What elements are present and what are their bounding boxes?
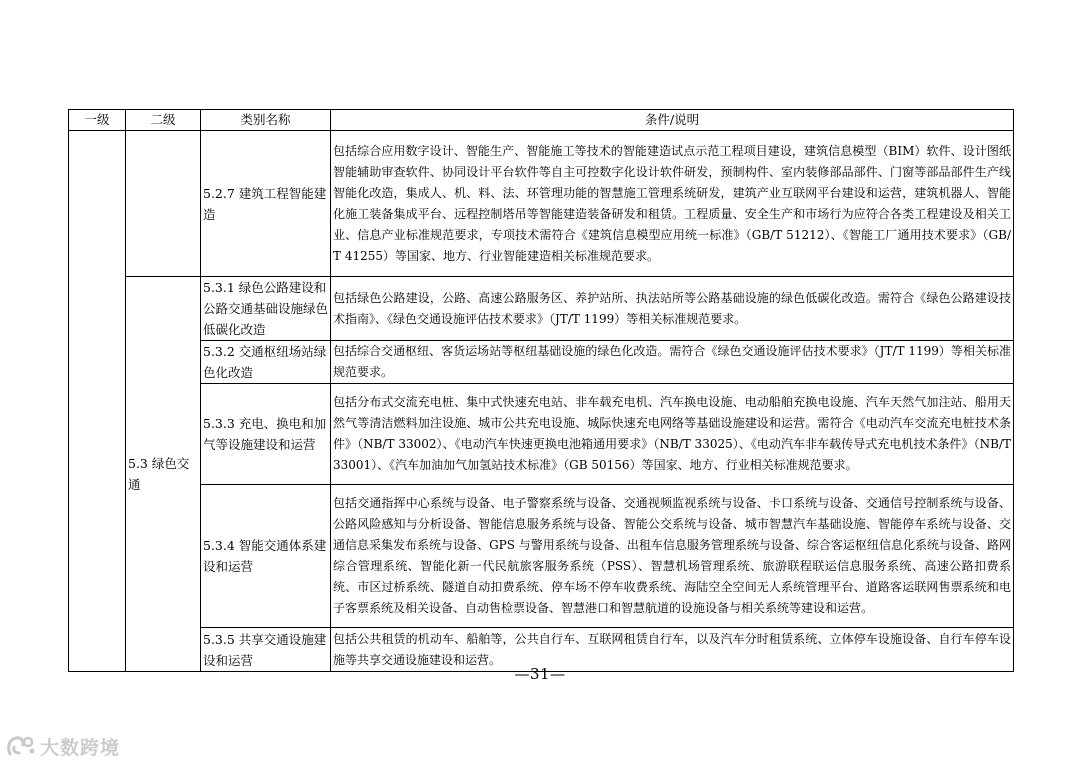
category-name-cell: 5.3.4 智能交通体系建设和运营 (201, 485, 331, 628)
category-table (68, 109, 1014, 672)
category-name-cell: 5.3.5 共享交通设施建设和运营 (201, 628, 331, 672)
header-category-name: 类别名称 (201, 110, 331, 131)
description-cell: 包括绿色公路建设，公路、高速公路服务区、养护站所、执法站所等公路基础设施的绿色低碳化改造。需符合《绿色公路建设技术指南》、《绿色交通设施评估技术要求》（JT/T 1199）等相关标准规范要求。 (331, 277, 1014, 341)
level2-cell-empty (126, 131, 201, 277)
header-level1: 一级 (69, 110, 126, 131)
category-name-cell: 5.3.3 充电、换电和加气等设施建设和运营 (201, 384, 331, 485)
table-row (69, 277, 1014, 341)
level1-cell (69, 131, 126, 672)
category-name-cell: 5.3.1 绿色公路建设和公路交通基础设施绿色低碳化改造 (201, 277, 331, 341)
description-cell: 包括综合交通枢纽、客货运场站等枢纽基础设施的绿色化改造。需符合《绿色交通设施评估技术要求》（JT/T 1199）等相关标准规范要求。 (331, 341, 1014, 384)
level2-cell-green-transport: 5.3 绿色交通 (126, 277, 201, 672)
watermark (6, 731, 120, 761)
header-level2: 二级 (126, 110, 201, 131)
page-number: —31— (514, 665, 566, 683)
brand-logo-icon (6, 734, 36, 758)
description-cell: 包括交通指挥中心系统与设备、电子警察系统与设备、交通视频监视系统与设备、卡口系统与设备、交通信号控制系统与设备、公路风险感知与分析设备、智能信息服务系统与设备、智能公交系统与设备、城市智慧汽车基础设施、智能停车系统与设备、交通信息采集发布系统与设备、GPS 与警用系统与设备、出租车信息服务管理系统与设备、综合客运枢纽信息化系统与设备、路网综合管理系统、智能化新一代民航旅客服务系统（PSS）、智慧机场管理系统、旅游联程联运信息服务系统、高速公路扣费系统、市区过桥系统、隧道自动扣费系统、停车场不停车收费系统、海陆空全空间无人系统管理平台、道路客运联网售票系统和电子客票系统及相关设备、自动售检票设备、智慧港口和智慧航道的设施设备与相关系统等建设和运营。 (331, 485, 1014, 628)
header-conditions: 条件/说明 (331, 110, 1014, 131)
description-cell: 包括分布式交流充电桩、集中式快速充电站、非车载充电机、汽车换电设施、电动船舶充换电设施、汽车天然气加注站、船用天然气等清洁燃料加注设施、城市公共充电设施、城际快速充电网络等基础设施建设和运营。需符合《电动汽车交流充电桩技术条件》（NB/T 33002）、《电动汽车快速更换电池箱通用要求》（NB/T 33025）、《电动汽车非车载传导式充电机技术条件》（NB/T 33001）、《汽车加油加气加氢站技术标准》（GB 50156）等国家、地方、行业相关标准规范要求。 (331, 384, 1014, 485)
description-cell: 包括公共租赁的机动车、船舶等，公共自行车、互联网租赁自行车，以及汽车分时租赁系统、立体停车设施设备、自行车停车设施等共享交通设施建设和运营。 (331, 628, 1014, 672)
description-cell: 包括综合应用数字设计、智能生产、智能施工等技术的智能建造试点示范工程项目建设，建筑信息模型（BIM）软件、设计图纸智能辅助审查软件、协同设计平台软件等自主可控数字化设计软件研发，预制构件、室内装修部品部件、门窗等部品部件生产线智能化改造，集成人、机、料、法、环管理功能的智慧施工管理系统研发，建筑产业互联网平台建设和运营，建筑机器人、智能化施工装备集成平台、远程控制塔吊等智能建造装备研发和租赁。工程质量、安全生产和市场行为应符合各类工程建设及相关工业、信息产业标准规范要求，专项技术需符合《建筑信息模型应用统一标准》（GB/T 51212）、《智能工厂通用技术要求》（GB/T 41255）等国家、地方、行业智能建造相关标准规范要求。 (331, 131, 1014, 277)
table-row (69, 485, 1014, 628)
category-name-cell: 5.3.2 交通枢纽场站绿色化改造 (201, 341, 331, 384)
watermark-text: 大数跨境 (40, 736, 121, 759)
category-name-cell: 5.2.7 建筑工程智能建造 (201, 131, 331, 277)
table-header-row (69, 110, 1014, 131)
table-row (69, 131, 1014, 277)
table-row (69, 341, 1014, 384)
table-row (69, 384, 1014, 485)
